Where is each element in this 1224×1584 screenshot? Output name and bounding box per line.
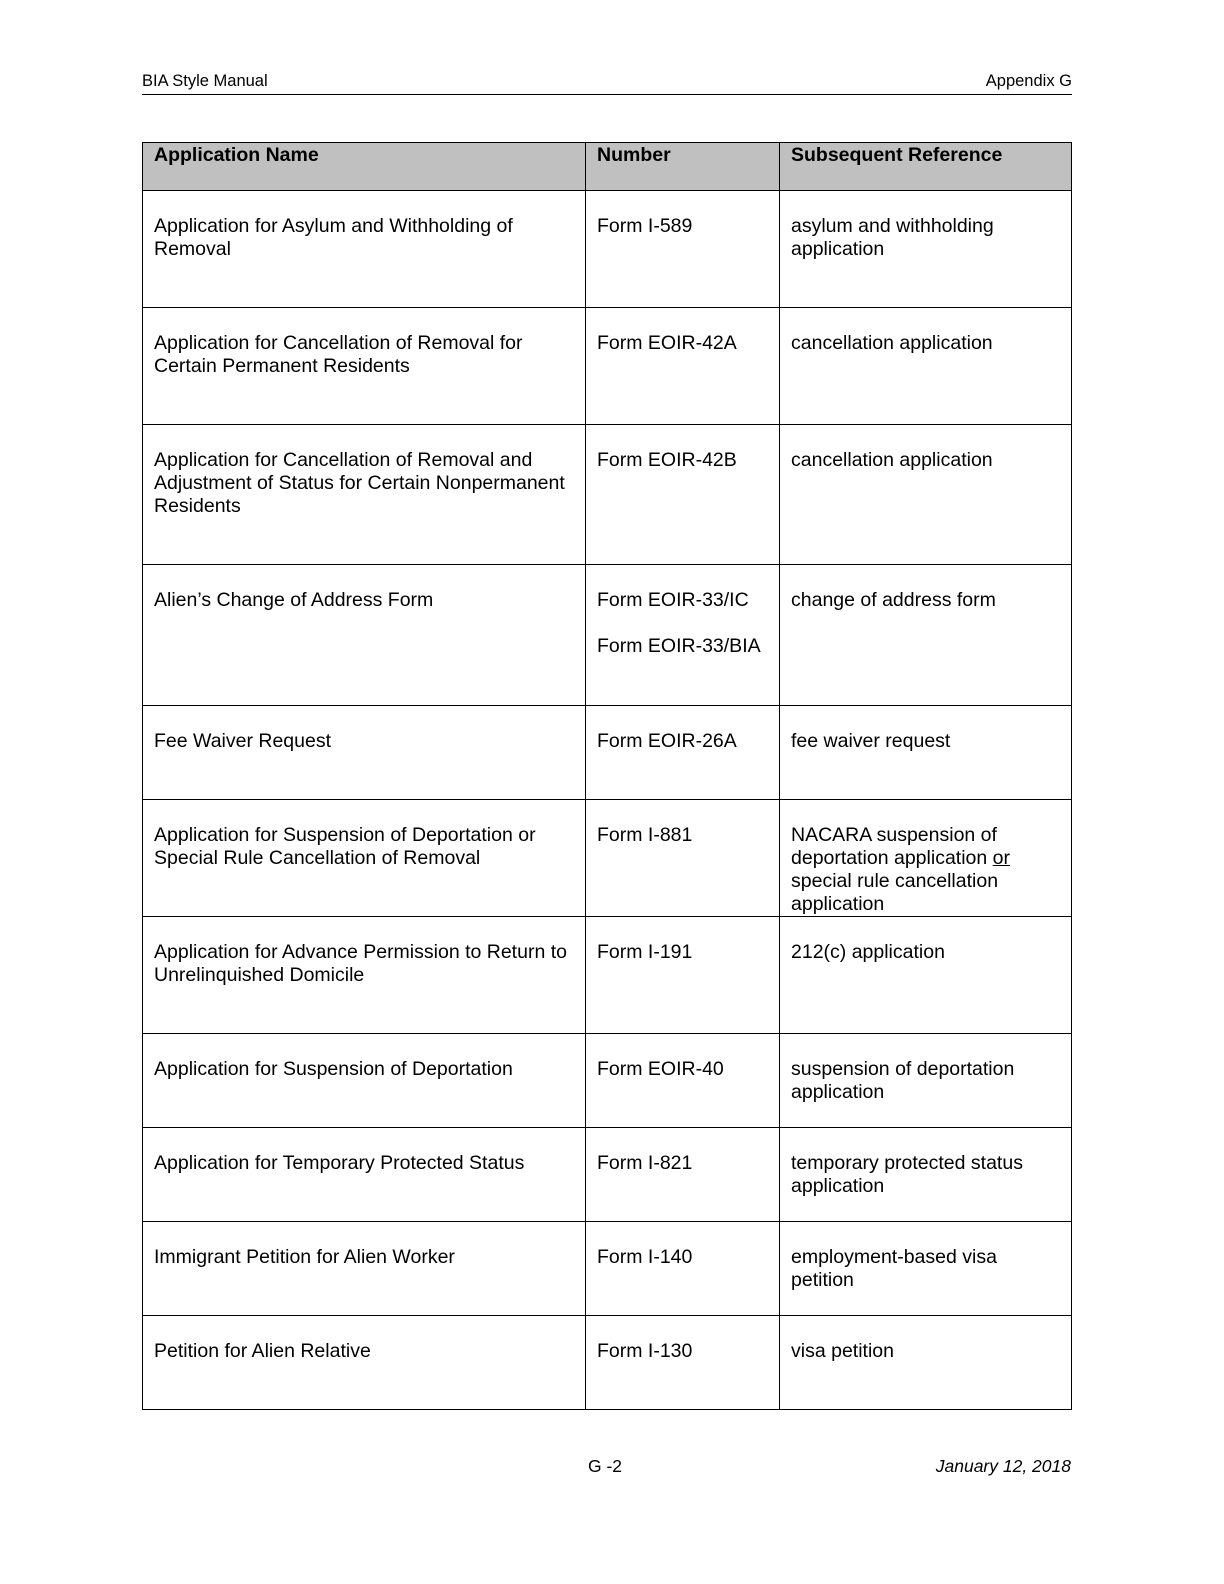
application-name-cell: Application for Suspension of Deportation bbox=[143, 1034, 586, 1128]
table-header-row bbox=[143, 143, 1072, 191]
table-row bbox=[143, 1316, 1072, 1410]
subsequent-reference-cell: temporary protected status application bbox=[780, 1128, 1072, 1222]
reference-text-part: special rule cancellation application bbox=[791, 870, 999, 915]
form-number-cell bbox=[586, 706, 780, 800]
subsequent-reference-cell: cancellation application bbox=[780, 308, 1072, 425]
subsequent-reference-cell: change of address form bbox=[780, 565, 1072, 706]
document-title: BIA Style Manual bbox=[142, 72, 268, 90]
form-number-cell bbox=[586, 800, 780, 917]
subsequent-reference-cell: fee waiver request bbox=[780, 706, 1072, 800]
form-number-cell bbox=[586, 917, 780, 1034]
table-row bbox=[143, 800, 1072, 917]
column-header-application-name: Application Name bbox=[143, 143, 586, 191]
application-name-cell: Application for Temporary Protected Status bbox=[143, 1128, 586, 1222]
table-row bbox=[143, 565, 1072, 706]
column-header-subsequent-reference: Subsequent Reference bbox=[780, 143, 1072, 191]
form-number: Form EOIR-33/BIA bbox=[597, 635, 761, 657]
form-number: Form I-140 bbox=[597, 1246, 693, 1268]
form-number: Form EOIR-26A bbox=[597, 730, 737, 752]
footer-date: January 12, 2018 bbox=[935, 1456, 1071, 1476]
form-number-cell bbox=[586, 1128, 780, 1222]
form-number-cell bbox=[586, 1034, 780, 1128]
form-number-cell bbox=[586, 1222, 780, 1316]
application-name-cell: Application for Advance Permission to Return to Unrelinquished Domicile bbox=[143, 917, 586, 1034]
form-number-cell bbox=[586, 191, 780, 308]
form-number: Form I-589 bbox=[597, 215, 693, 237]
subsequent-reference-cell: 212(c) application bbox=[780, 917, 1072, 1034]
application-name-cell: Application for Asylum and Withholding of Removal bbox=[143, 191, 586, 308]
form-number: Form I-130 bbox=[597, 1340, 693, 1362]
table-row bbox=[143, 425, 1072, 565]
form-number: Form EOIR-33/IC bbox=[597, 589, 749, 611]
applications-table bbox=[142, 142, 1072, 1410]
application-name-cell: Petition for Alien Relative bbox=[143, 1316, 586, 1410]
subsequent-reference-cell: employment-based visa petition bbox=[780, 1222, 1072, 1316]
application-name-cell: Application for Cancellation of Removal and Adjustment of Status for Certain Nonpermanent Residents bbox=[143, 425, 586, 565]
application-name-cell: Fee Waiver Request bbox=[143, 706, 586, 800]
appendix-label: Appendix G bbox=[985, 72, 1072, 90]
form-number-cell bbox=[586, 308, 780, 425]
form-number-cell bbox=[586, 565, 780, 706]
table-row bbox=[143, 1222, 1072, 1316]
page-header bbox=[142, 72, 1072, 95]
reference-text-part: NACARA suspension of deportation application bbox=[791, 824, 997, 869]
subsequent-reference-cell: suspension of deportation application bbox=[780, 1034, 1072, 1128]
underlined-or: or bbox=[992, 847, 1010, 869]
form-number-cell bbox=[586, 1316, 780, 1410]
subsequent-reference-cell bbox=[780, 800, 1072, 917]
subsequent-reference-cell: visa petition bbox=[780, 1316, 1072, 1410]
subsequent-reference-cell: cancellation application bbox=[780, 425, 1072, 565]
form-number: Form EOIR-42A bbox=[597, 332, 737, 354]
form-number: Form EOIR-40 bbox=[597, 1058, 724, 1080]
table-row bbox=[143, 1128, 1072, 1222]
application-name-cell: Application for Cancellation of Removal for Certain Permanent Residents bbox=[143, 308, 586, 425]
table-row bbox=[143, 308, 1072, 425]
form-number: Form I-191 bbox=[597, 941, 693, 963]
application-name-cell: Application for Suspension of Deportation or Special Rule Cancellation of Removal bbox=[143, 800, 586, 917]
table-row bbox=[143, 917, 1072, 1034]
form-number: Form I-821 bbox=[597, 1152, 693, 1174]
table-row bbox=[143, 706, 1072, 800]
subsequent-reference-cell: asylum and withholding application bbox=[780, 191, 1072, 308]
form-number: Form I-881 bbox=[597, 824, 693, 846]
table-row bbox=[143, 191, 1072, 308]
application-name-cell: Immigrant Petition for Alien Worker bbox=[143, 1222, 586, 1316]
application-name-cell: Alien’s Change of Address Form bbox=[143, 565, 586, 706]
form-number-cell bbox=[586, 425, 780, 565]
column-header-number: Number bbox=[586, 143, 780, 191]
page-number: G -2 bbox=[588, 1456, 623, 1476]
table-row bbox=[143, 1034, 1072, 1128]
form-number: Form EOIR-42B bbox=[597, 449, 737, 471]
